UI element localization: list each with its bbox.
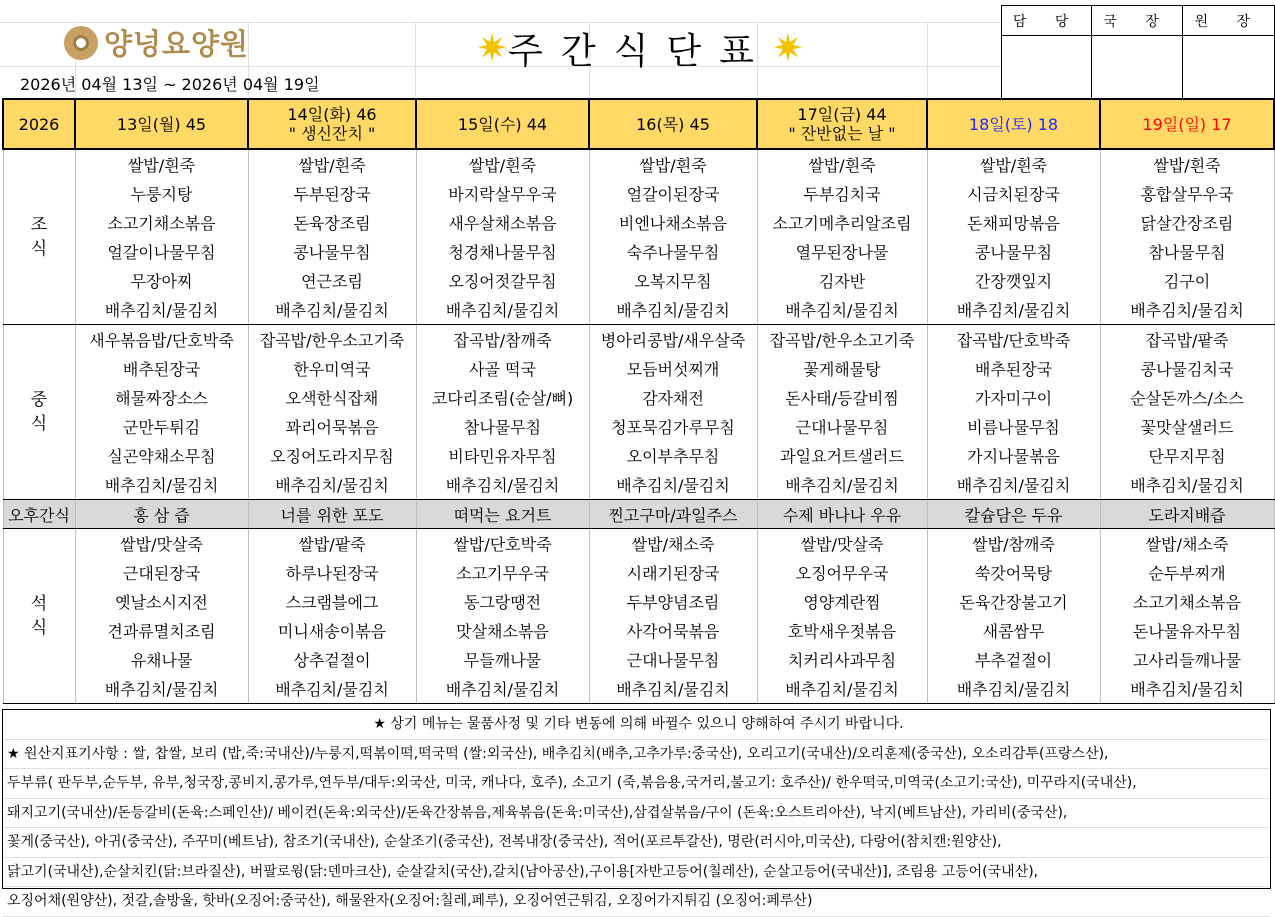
approval-label-staff: 담 당 [1002,6,1092,36]
origin-note-line: 두부류( 판두부,순두부, 유부,청국장,콩비지,콩가루,연두부/대두:외국산, 미국, 캐나다, 호주), 소고기 (죽,볶음용,국거리,불고기: 호주산)/ 한우떡국,미역국(소고기:국산), 미꾸라지(국내산), [3,769,1270,799]
menu-item-cell: 가지나물볶음 [927,441,1100,470]
menu-item-cell: 얼갈이나물무침 [75,237,248,266]
menu-item-cell: 가자미구이 [927,383,1100,412]
menu-item-cell: 비타민유자무침 [416,441,589,470]
menu-item-cell: 두부된장국 [248,179,416,208]
breakfast-row [3,295,1274,325]
snack-row [3,500,1274,529]
menu-item-cell: 영양계란찜 [757,587,927,616]
menu-item-cell: 배추김치/물김치 [416,470,589,500]
day-header-cell [416,99,589,149]
menu-item-cell: 배추김치/물김치 [757,674,927,704]
meal-label-char: 중 [30,390,48,410]
dinner-row [3,674,1274,704]
menu-item-cell: 닭살간장조림 [1100,208,1274,237]
menu-item-cell: 배추김치/물김치 [416,295,589,325]
menu-item-cell: 쌀밥/흰죽 [927,149,1100,179]
lunch-row [3,325,1274,355]
menu-item-cell: 숙주나물무침 [589,237,757,266]
menu-item-cell: 오복지무침 [589,266,757,295]
menu-item-cell: 쌀밥/단호박죽 [416,529,589,559]
menu-item-cell: 연근조림 [248,266,416,295]
menu-item-cell: 쌀밥/팥죽 [248,529,416,559]
menu-item-cell: 실곤약채소무침 [75,441,248,470]
snack-item-cell: 너를 위한 포도 [248,500,416,529]
dinner-row [3,558,1274,587]
approval-label-head: 원 장 [1182,6,1274,36]
logo [64,22,249,63]
menu-item-cell: 근대나물무침 [589,645,757,674]
menu-item-cell: 배추김치/물김치 [757,470,927,500]
menu-item-cell: 잡곡밥/참깨죽 [416,325,589,355]
menu-item-cell: 한우미역국 [248,354,416,383]
menu-item-cell: 오이부추무침 [589,441,757,470]
menu-item-cell: 맛살채소볶음 [416,616,589,645]
breakfast-row [3,208,1274,237]
menu-item-cell: 근대나물무침 [757,412,927,441]
day-header-cell [248,99,416,149]
menu-item-cell: 옛날소시지전 [75,587,248,616]
lunch-row [3,441,1274,470]
menu-item-cell: 꽃맛살샐러드 [1100,412,1274,441]
menu-item-cell: 소고기채소볶음 [75,208,248,237]
menu-item-cell: 돈나물유자무침 [1100,616,1274,645]
day-date-label: 15일(수) 44 [457,114,548,134]
menu-item-cell: 배추김치/물김치 [927,674,1100,704]
menu-item-cell: 배추김치/물김치 [757,295,927,325]
menu-item-cell: 콩나물김치국 [1100,354,1274,383]
lunch-row [3,412,1274,441]
snack-item-cell: 칼슘담은 두유 [927,500,1100,529]
menu-item-cell: 부추겉절이 [927,645,1100,674]
day-date-label: 14일(화) 46 [287,105,377,124]
menu-item-cell: 바지락살무우국 [416,179,589,208]
snack-item-cell: 떠먹는 요거트 [416,500,589,529]
menu-item-cell: 잡곡밥/한우소고기죽 [248,325,416,355]
dinner-row [3,587,1274,616]
menu-item-cell: 돈채피망볶음 [927,208,1100,237]
menu-item-cell: 견과류멸치조림 [75,616,248,645]
menu-item-cell: 누룽지탕 [75,179,248,208]
menu-item-cell: 감자채전 [589,383,757,412]
menu-item-cell: 배추김치/물김치 [1100,470,1274,500]
menu-item-cell: 오징어무우국 [757,558,927,587]
menu-item-cell: 배추김치/물김치 [1100,674,1274,704]
day-header-cell [927,99,1100,149]
sparkle-star-icon: ✷ [771,26,804,70]
menu-item-cell: 순살돈까스/소스 [1100,383,1274,412]
menu-item-cell: 소고기채소볶음 [1100,587,1274,616]
menu-item-cell: 치커리사과무침 [757,645,927,674]
day-header-cell [75,99,248,149]
menu-item-cell: 하루나된장국 [248,558,416,587]
menu-item-cell: 얼갈이된장국 [589,179,757,208]
menu-item-cell: 근대된장국 [75,558,248,587]
snack-item-cell: 홍 삼 즙 [75,500,248,529]
menu-item-cell: 새콤쌈무 [927,616,1100,645]
menu-item-cell: 배추김치/물김치 [589,674,757,704]
menu-item-cell: 돈사태/등갈비찜 [757,383,927,412]
menu-item-cell: 사각어묵볶음 [589,616,757,645]
snack-item-cell: 수제 바나나 우유 [757,500,927,529]
menu-item-cell: 오징어젓갈무침 [416,266,589,295]
menu-item-cell: 코다리조림(순살/뼈) [416,383,589,412]
meal-label-char: 식 [30,618,48,638]
dinner-label [3,529,75,704]
menu-item-cell: 단무지무침 [1100,441,1274,470]
menu-item-cell: 배추김치/물김치 [927,470,1100,500]
menu-item-cell: 호박새우젓볶음 [757,616,927,645]
day-event-label: " 잔반없는 날 " [788,124,896,143]
notes-box [2,709,1271,909]
day-header-row [3,99,1274,149]
menu-item-cell: 김구이 [1100,266,1274,295]
menu-item-cell: 참나물무침 [416,412,589,441]
menu-item-cell: 배추김치/물김치 [589,295,757,325]
day-header-cell [589,99,757,149]
menu-item-cell: 두부양념조림 [589,587,757,616]
flower-logo-icon [64,26,98,60]
menu-item-cell: 과일요거트샐러드 [757,441,927,470]
origin-note-line: 오징어채(원양산), 젓갈,솔방울, 핫바(오징어:중국산), 해물완자(오징어:칠레,페루), 오징어연근튀김, 오징어가지튀김 (오징어:페루산) [3,887,1270,917]
breakfast-label [3,149,75,325]
menu-item-cell: 돈육간장불고기 [927,587,1100,616]
menu-item-cell: 돈육장조림 [248,208,416,237]
menu-item-cell: 잡곡밥/한우소고기죽 [757,325,927,355]
menu-item-cell: 쌀밥/맛살죽 [757,529,927,559]
menu-item-cell: 새우볶음밥/단호박죽 [75,325,248,355]
breakfast-row [3,179,1274,208]
menu-item-cell: 오징어도라지무침 [248,441,416,470]
day-event-label: " 생신잔치 " [288,124,376,143]
menu-item-cell: 사골 떡국 [416,354,589,383]
weekly-menu-table [2,98,1275,704]
notice-line: ★ 상기 메뉴는 물품사정 및 기타 변동에 의해 바뀔수 있으니 양해하여 주시기 바랍니다. [3,710,1270,740]
sparkle-star-icon: ✷ [476,26,509,70]
menu-item-cell: 소고기메추리알조림 [757,208,927,237]
approval-sign-head[interactable] [1182,36,1274,99]
menu-item-cell: 쌀밥/채소죽 [1100,529,1274,559]
menu-item-cell: 김자반 [757,266,927,295]
approval-label-director: 국 장 [1092,6,1182,36]
menu-item-cell: 홍합살무우국 [1100,179,1274,208]
menu-item-cell: 배추김치/물김치 [248,470,416,500]
menu-item-cell: 열무된장나물 [757,237,927,266]
menu-item-cell: 쌀밥/흰죽 [248,149,416,179]
lunch-row [3,470,1274,500]
menu-item-cell: 배추김치/물김치 [589,470,757,500]
menu-item-cell: 쌀밥/맛살죽 [75,529,248,559]
menu-item-cell: 배추김치/물김치 [1100,295,1274,325]
menu-item-cell: 스크램블에그 [248,587,416,616]
snack-label: 오후간식 [3,500,75,529]
origin-note-line: 꽃게(중국산), 아귀(중국산), 주꾸미(베트남), 참조기(국내산), 순살조기(중국산), 전복내장(중국산), 적어(포르투갈산), 명란(러시아,미국산), 다랑어(참치캔:원양산), [3,828,1270,858]
menu-period: 2026년 04월 13일 ~ 2026년 04월 19일 [20,75,320,94]
menu-item-cell: 꽃게해물탕 [757,354,927,383]
snack-item-cell: 찐고구마/과일주스 [589,500,757,529]
menu-item-cell: 청경채나물무침 [416,237,589,266]
menu-item-cell: 동그랑땡전 [416,587,589,616]
menu-item-cell: 비엔나채소볶음 [589,208,757,237]
approval-box [1001,5,1275,99]
menu-item-cell: 쌀밥/흰죽 [75,149,248,179]
menu-item-cell: 배추김치/물김치 [927,295,1100,325]
menu-item-cell: 시금치된장국 [927,179,1100,208]
meal-label-char: 식 [30,239,48,259]
menu-item-cell: 배추김치/물김치 [75,470,248,500]
meal-label-char: 식 [30,414,48,434]
menu-item-cell: 새우살채소볶음 [416,208,589,237]
menu-item-cell: 꽈리어묵볶음 [248,412,416,441]
menu-item-cell: 배추김치/물김치 [248,295,416,325]
day-date-label: 19일(일) 17 [1142,114,1232,134]
title-area [440,22,840,74]
menu-item-cell: 쌀밥/흰죽 [589,149,757,179]
menu-item-cell: 오색한식잡채 [248,383,416,412]
menu-item-cell: 간장깻잎지 [927,266,1100,295]
menu-item-cell: 비름나물무침 [927,412,1100,441]
menu-item-cell: 잡곡밥/단호박죽 [927,325,1100,355]
menu-item-cell: 쌀밥/흰죽 [1100,149,1274,179]
menu-item-cell: 두부김치국 [757,179,927,208]
menu-item-cell: 병아리콩밥/새우살죽 [589,325,757,355]
menu-item-cell: 무들깨나물 [416,645,589,674]
menu-item-cell: 쌀밥/참깨죽 [927,529,1100,559]
day-date-label: 18일(토) 18 [968,114,1059,134]
menu-item-cell: 미니새송이볶음 [248,616,416,645]
menu-item-cell: 잡곡밥/팥죽 [1100,325,1274,355]
origin-note-line: 돼지고기(국내산)/돈등갈비(돈육:스페인산)/ 베이컨(돈육:외국산)/돈육간장볶음,제육볶음(돈육:미국산),삼겹살볶음/구이 (돈육:오스트리아산), 낙지(베트남산), 가리비(중국산), [3,799,1270,829]
day-date-label: 13일(월) 45 [116,114,207,134]
day-date-label: 17일(금) 44 [797,105,887,124]
breakfast-row [3,149,1274,179]
menu-item-cell: 무장아찌 [75,266,248,295]
menu-item-cell: 고사리들깨나물 [1100,645,1274,674]
menu-item-cell: 소고기무우국 [416,558,589,587]
meal-label-char: 석 [30,594,48,614]
day-date-label: 16(목) 45 [636,114,710,134]
day-header-cell [757,99,927,149]
dinner-row [3,645,1274,674]
menu-item-cell: 상추겉절이 [248,645,416,674]
menu-item-cell: 쌀밥/흰죽 [416,149,589,179]
menu-item-cell: 해물짜장소스 [75,383,248,412]
approval-sign-staff[interactable] [1002,36,1092,99]
menu-item-cell: 모듬버섯찌개 [589,354,757,383]
menu-item-cell: 배추된장국 [75,354,248,383]
menu-item-cell: 청포묵김가루무침 [589,412,757,441]
origin-note-line: 닭고기(국내산),순살치킨(닭:브라질산), 버팔로윙(닭:덴마크산), 순살갈치(국산),갈치(남아공산),구이용[자반고등어(칠레산), 순살고등어(국내산)], 조림용 고등어(국내산), [3,858,1270,888]
breakfast-row [3,237,1274,266]
breakfast-row [3,266,1274,295]
day-header-cell [1100,99,1274,149]
menu-item-cell: 순두부찌개 [1100,558,1274,587]
menu-item-cell: 군만두튀김 [75,412,248,441]
menu-item-cell: 콩나물무침 [248,237,416,266]
origin-note-line: ★ 원산지표기사항 : 쌀, 찹쌀, 보리 (밥,죽:국내산)/누룽지,떡볶이떡,떡국떡 (쌀:외국산), 배추김치(배추,고추가루:중국산), 오리고기(국내산)/오리훈제(중국산), 오소리감투(프랑스산), [3,740,1270,770]
menu-item-cell: 배추김치/물김치 [75,674,248,704]
menu-item-cell: 시래기된장국 [589,558,757,587]
dinner-row [3,616,1274,645]
menu-item-cell: 배추김치/물김치 [416,674,589,704]
menu-item-cell: 콩나물무침 [927,237,1100,266]
menu-item-cell: 쑥갓어묵탕 [927,558,1100,587]
lunch-row [3,354,1274,383]
approval-sign-director[interactable] [1092,36,1182,99]
menu-item-cell: 유채나물 [75,645,248,674]
menu-item-cell: 배추된장국 [927,354,1100,383]
menu-item-cell: 배추김치/물김치 [75,295,248,325]
meal-label-char: 조 [30,215,48,235]
lunch-row [3,383,1274,412]
menu-item-cell: 쌀밥/흰죽 [757,149,927,179]
logo-text: 양넝요양원 [104,27,250,61]
lunch-label [3,325,75,500]
snack-item-cell: 도라지배즙 [1100,500,1274,529]
page-title: 주간식단표 [508,30,772,72]
menu-item-cell: 참나물무침 [1100,237,1274,266]
menu-item-cell: 배추김치/물김치 [248,674,416,704]
dinner-row [3,529,1274,559]
year-cell: 2026 [3,99,75,149]
menu-item-cell: 쌀밥/채소죽 [589,529,757,559]
